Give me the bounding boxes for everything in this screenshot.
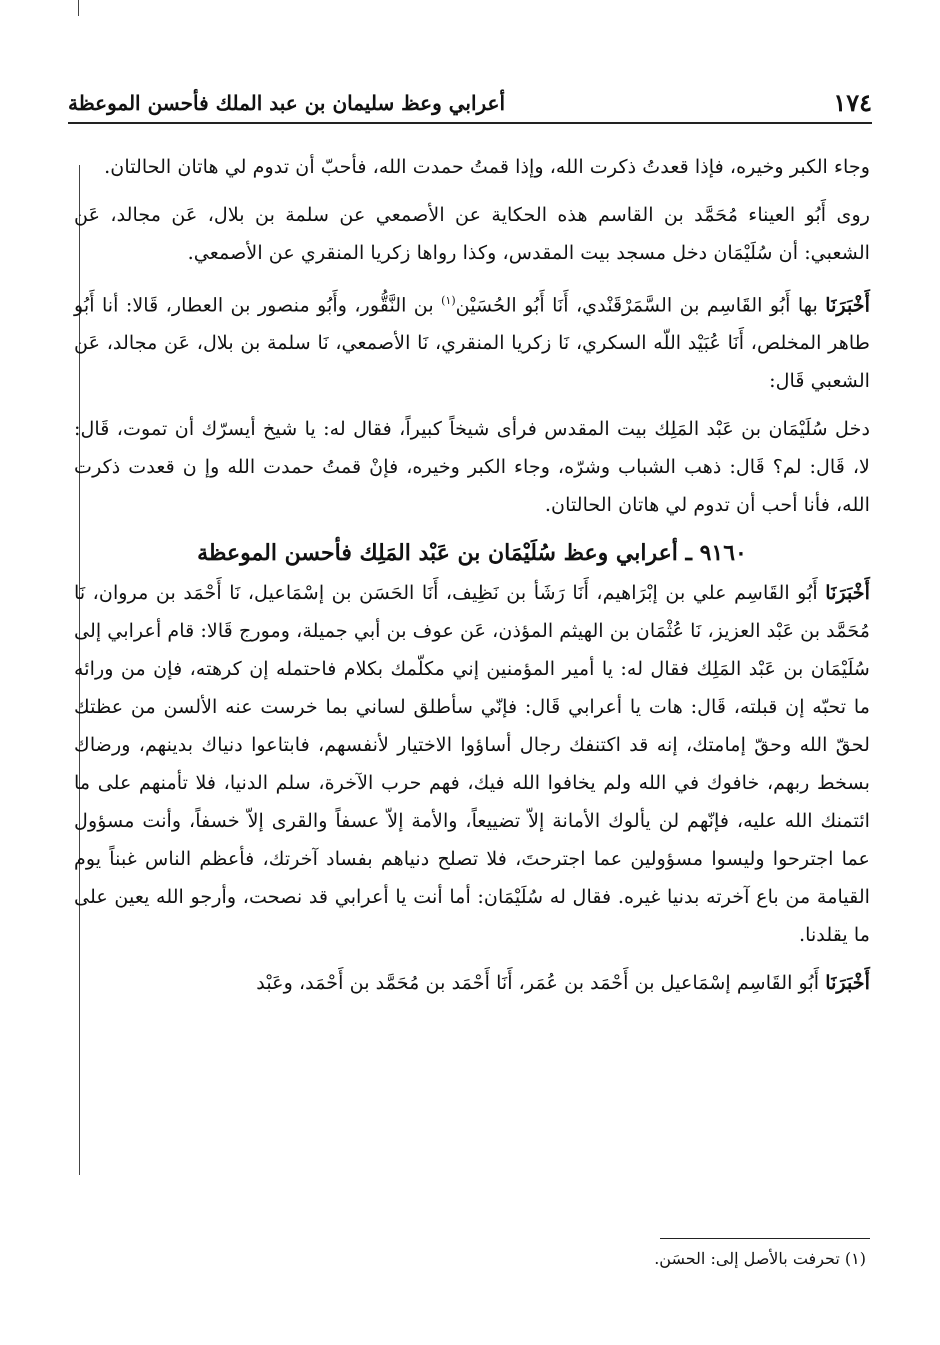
paragraph-1-text: وجاء الكبر وخيره، فإذا قعدتُ ذكرت الله، وإذا قمتُ حمدت الله، فأحبّ أن تدوم لي هاتان الحالتان. <box>104 155 870 178</box>
page-header <box>68 86 872 124</box>
footnote-marker: (١) <box>844 1249 866 1268</box>
paragraph-2 <box>74 196 870 272</box>
paragraph-2-text: روى أَبُو العيناء مُحَمَّد بن القاسم هذه الحكاية عن الأصمعي عن سلمة بن بلال، عَن مجالد، عَن الشعبي: أن سُلَيْمَان دخل مسجد بيت المقدس، وكذا رواها زكريا المنقري عن الأصمعي. <box>74 203 870 264</box>
page-number: ١٧٤ <box>833 88 872 117</box>
paragraph-5-lead: أَخْبَرَنَا <box>825 581 870 605</box>
running-title: أعرابي وعظ سليمان بن عبد الملك فأحسن الموعظة <box>68 91 506 115</box>
paragraph-4-text: دخل سُلَيْمَان بن عَبْد المَلِك بيت المقدس فرأى شيخاً كبيراً، فقال له: يا شيخ أيسرّك أن تموت، قَال: لا، قَال: لم؟ قَال: ذهب الشباب وشرّه، وجاء الكبر وخيره، فإنْ قمتُ حمدت الله وإ ن قعدت ذكرت الله، فأنا أحب أن تدوم لي هاتان الحالتان. <box>74 417 870 517</box>
page-edge-line-top <box>78 0 79 16</box>
paragraph-3 <box>74 282 870 400</box>
footnote-divider <box>660 1238 870 1239</box>
footnote-reference: (١) <box>441 294 456 307</box>
paragraph-6-lead: أَخْبَرَنَا <box>825 971 870 995</box>
paragraph-5 <box>74 574 870 954</box>
paragraph-3-text-a: بها أَبُو القَاسِم بن السَّمَرْقَنْدي، أَنَا أَبُو الحُسَيْن <box>455 293 826 317</box>
footnote <box>654 1249 866 1268</box>
paragraph-5-text: أَبُو القَاسِم علي بن إبْرَاهيم، أَنَا رَشَأ بن نَظِيف، أَنَا الحَسَن بن إسْمَاعيل، نَا أَحْمَد بن مروان، نَا مُحَمَّد بن عَبْد العزيز، نَا عُثْمَان بن الهيثم المؤذن، عَن عوف بن أبي جميلة، ومورج قَالا: قام أعرابي إلى سُلَيْمَان بن عَبْد المَلِك فقال له: يا أمير المؤمنين إني مكلّمك بكلام فاحتمله إن كرهته، فإن من ورائه ما تحبّه إن قبلته، قَال: هات يا أعرابي قَال: فإنّي سأطلق لساني بما خرست عنه الألسن من عظتك لحقّ الله وحقّ إمامتك، إنه قد اكتنفك رجال أساؤوا الاختيار لأنفسهم، فابتاعوا دنياك بدينهم، ورضاك بسخط ربهم، خافوك في الله ولم يخافوا الله فيك، فهم حرب الآخرة، سلم الدنيا، فلا تأمنهم على ما ائتمنك الله عليه، فإنّهم لن يألوك الأمانة إلاّ تضييعاً، والأمة إلاّ عسفاً والقرى إلاّ خسفاً، وأنت مسؤول عما اجترحوا وليسوا مسؤولين عما اجترحتَ، فلا تصلح دنياهم بفساد آخرتك، فأعظم الناس غبناً يوم القيامة من باع آخرته بدنيا غيره. فقال له سُلَيْمَان: أما أنت يا أعرابي قد نصحت، وأرجو الله يعين على ما يقلدنا. <box>74 581 870 947</box>
paragraph-6-text: أَبُو القَاسِم إسْمَاعيل بن أَحْمَد بن عُمَر، أَنَا أَحْمَد بن مُحَمَّد بن أَحْمَد، وعَبْد <box>256 971 826 995</box>
section-heading: ٩١٦٠ ـ أعرابي وعظ سُلَيْمَان بن عَبْد المَلِك فأحسن الموعظة <box>197 540 747 567</box>
paragraph-6 <box>74 964 870 1002</box>
paragraph-3-lead: أَخْبَرَنَا <box>825 293 870 317</box>
paragraph-4 <box>74 410 870 524</box>
paragraph-1 <box>74 148 870 186</box>
body-text <box>74 148 870 1012</box>
footnote-text: تحرفت بالأصل إلى: الحسَن. <box>654 1249 840 1268</box>
paragraph-3-text-b: بن النَّقُّور، وأَبُو منصور بن العطار، قَالا: أنا أَبُو طاهر المخلص، أَنَا عُبَيْد اللّه السكري، نَا زكريا المنقري، نَا الأصمعي، نَا سلمة بن بلال، عَن مجالد، عَن الشعبي قَال: <box>74 293 870 393</box>
